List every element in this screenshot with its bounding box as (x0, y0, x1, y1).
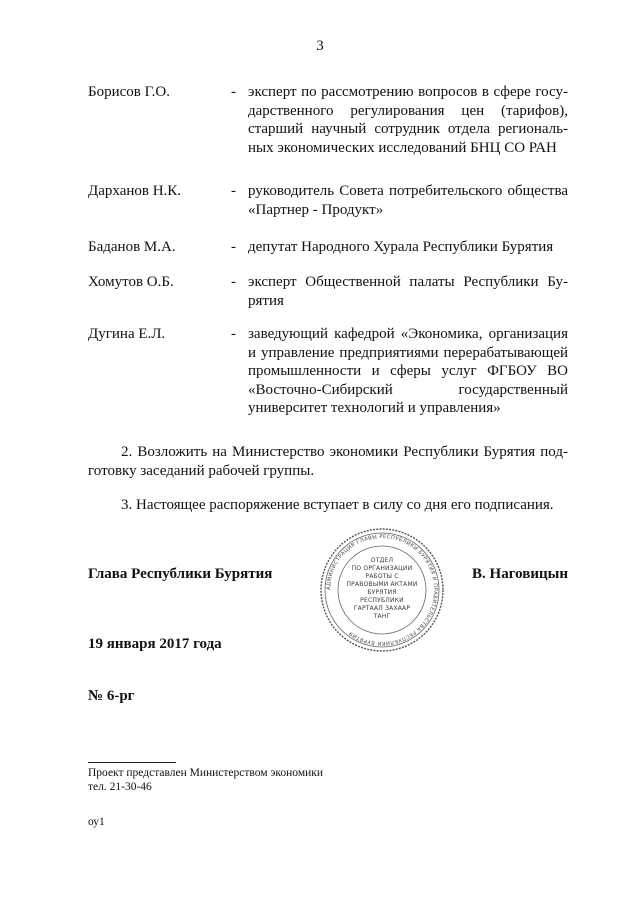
seal-ring-text: АДМИНИСТРАЦИЯ ГЛАВЫ РЕСПУБЛИКИ БУРЯТИЯ И ПРАВИТЕЛЬСТВА РЕСПУБЛИКИ БУРЯТИЯ (325, 533, 439, 647)
footnote-phone: тел. 21-30-46 (88, 781, 152, 793)
member-entry (88, 238, 568, 257)
footnote-author: Проект представлен Министерством экономики (88, 767, 324, 779)
member-entry (88, 83, 568, 157)
member-name: Баданов М.А. (88, 239, 176, 255)
member-role: эксперт Общественной палаты Республики Бурятия (248, 274, 568, 309)
seal-line: ПО ОРГАНИЗАЦИИ (351, 565, 413, 572)
signatory-name: В. Наговицын (472, 566, 568, 582)
page-number: 3 (316, 38, 324, 54)
member-dash: - (231, 183, 236, 199)
footnote-code: оу1 (88, 816, 105, 828)
document-date: 19 января 2017 года (88, 636, 222, 652)
footnote-divider (88, 762, 176, 763)
document-number: № 6-рг (88, 688, 135, 704)
seal-line: БУРЯТИЯ (367, 589, 397, 596)
member-name: Дугина Е.Л. (88, 326, 166, 342)
member-dash: - (231, 84, 236, 100)
member-dash: - (231, 274, 236, 290)
member-entry (88, 273, 568, 310)
seal-line: ОТДЕЛ (370, 557, 394, 564)
paragraph-3: 3. Настоящее распоряжение вступает в силу со дня его подписания. (121, 497, 554, 513)
paragraph-2: 2. Возложить на Министерство экономики Республики Бурятия подготовку заседаний рабочей группы. (88, 444, 568, 479)
member-dash: - (231, 326, 236, 342)
member-name: Дарханов Н.К. (88, 183, 182, 199)
seal-line: ГАРТААЛ ЗАХААР (353, 605, 411, 612)
member-role: заведующий кафедрой «Экономика, организация и управление предприятиями перерабатывающей промышленности и сферы услуг ФГБОУ ВО «Восточно-Сибирский государственный университет технологий и управления» (248, 326, 568, 416)
seal-line: РАБОТЫ С (365, 573, 399, 580)
member-role: руководитель Совета потребительского общества «Партнер - Продукт» (248, 183, 568, 218)
seal-line: РЕСПУБЛИКИ (360, 597, 404, 604)
official-seal (318, 527, 446, 653)
member-name: Хомутов О.Б. (88, 274, 174, 290)
seal-line: ТАНГ (373, 613, 391, 620)
member-entry (88, 182, 568, 219)
signatory-title: Глава Республики Бурятия (88, 566, 273, 582)
seal-line: ПРАВОВЫМИ АКТАМИ (346, 581, 418, 588)
member-role: эксперт по рассмотрению вопросов в сфере государственного регулирования цен (тарифов), старший научный сотрудник отдела региональных экономических исследований БНЦ СО РАН (248, 84, 568, 156)
member-dash: - (231, 239, 236, 255)
member-role: депутат Народного Хурала Республики Бурятия (248, 239, 554, 255)
member-name: Борисов Г.О. (88, 84, 170, 100)
member-entry (88, 325, 568, 418)
